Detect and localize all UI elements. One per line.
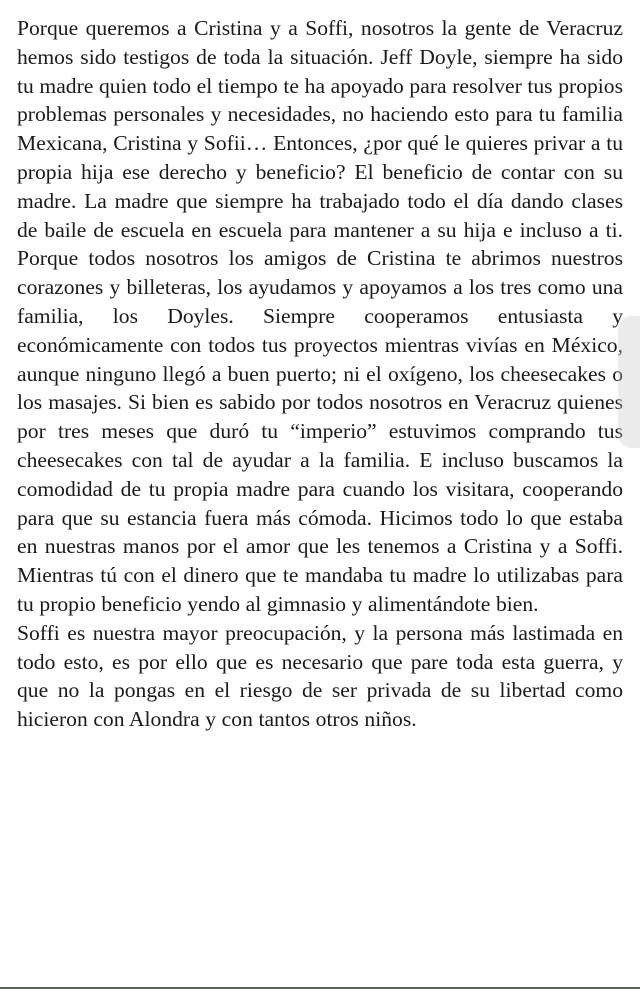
document-body bbox=[17, 14, 623, 734]
scroll-handle[interactable] bbox=[618, 316, 640, 448]
paragraph-2: Soffi es nuestra mayor preocupación, y la persona más lastimada en todo esto, es por ello que es necesario que pare toda esta guerra, y que no la pongas en el riesgo de ser privada de su libertad como hicieron con Alondra y con tantos otros niños. bbox=[17, 620, 623, 732]
paragraph-1: Porque queremos a Cristina y a Soffi, nosotros la gente de Veracruz hemos sido testigos de toda la situación. Jeff Doyle, siempre ha sido tu madre quien todo el tiempo te ha apoyado para resolver tus propios problemas personales y necesidades, no haciendo esto para tu familia Mexicana, Cristina y Sofii… Entonces, ¿por qué le quieres privar a tu propia hija ese derecho y beneficio? El beneficio de contar con su madre. La madre que siempre ha trabajado todo el día dando clases de baile de escuela en escuela para mantener a su hija e incluso a ti. Porque todos nosotros los amigos de Cristina te abrimos nuestros corazones y billeteras, los ayudamos y apoyamos a los tres como una familia, los Doyles. Siempre cooperamos entusiasta y económicamente con todos tus proyectos mientras vivías en México, aunque ninguno llegó a buen puerto; ni el oxígeno, los cheesecakes o los masajes. Si bien es sabido por todos nosotros en Veracruz quienes por tres meses que duró tu “imperio” estuvimos comprando tus cheesecakes con tal de ayudar a la familia. E incluso buscamos la comodidad de tu propia madre para cuando los visitara, cooperando para que su estancia fuera más cómoda. Hicimos todo lo que estaba en nuestras manos por el amor que les tenemos a Cristina y a Soffi. Mientras tú con el dinero que te mandaba tu madre lo utilizabas para tu propio beneficio yendo al gimnasio y alimentándote bien. bbox=[17, 16, 623, 616]
